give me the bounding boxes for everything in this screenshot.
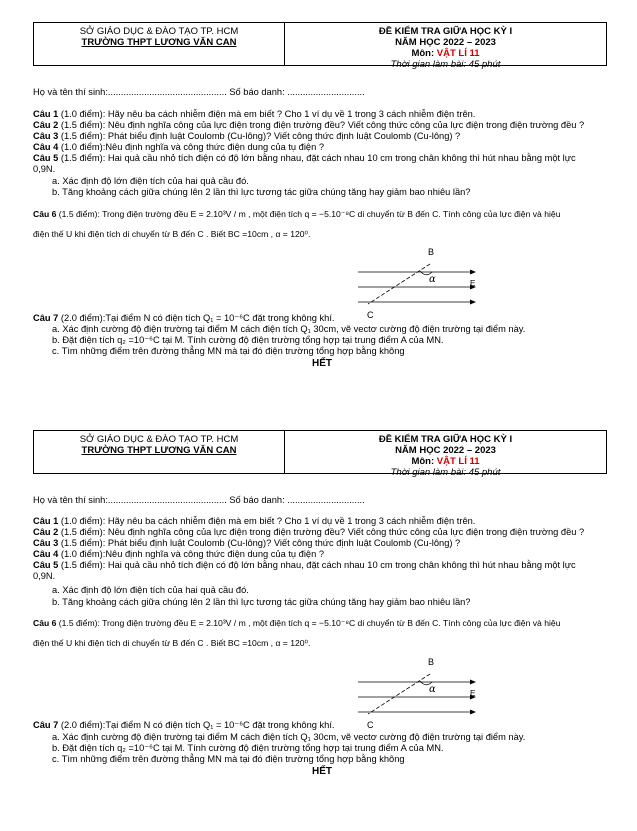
student-line: Họ và tên thí sinh:.............................................. Số báo danh: ..............................	[33, 495, 365, 505]
question-5: Câu 5 (1.5 điểm): Hai quả cầu nhỏ tích điện có độ lớn bằng nhau, đặt cách nhau 10 cm trong chân không thì hút nhau bằng một lực	[33, 153, 576, 163]
question-5b: b. Tăng khoảng cách giữa chúng lên 2 lần thì lực tương tác giữa chúng tăng hay giảm bao nhiêu lần?	[52, 597, 471, 607]
e-vector-label: E	[470, 689, 476, 698]
question-5: Câu 5 (1.5 điểm): Hai quả cầu nhỏ tích điện có độ lớn bằng nhau, đặt cách nhau 10 cm trong chân không thì hút nhau bằng một lực	[33, 560, 576, 570]
field-diagram	[350, 244, 490, 320]
exam-subject: Môn: VẬT LÍ 11	[411, 48, 480, 59]
alpha-label: α	[429, 684, 436, 695]
end-marker: HẾT	[312, 358, 332, 369]
question-2: Câu 2 (1.5 điểm): Nêu định nghĩa công của lực điện trong điện trường đều? Viết công thức công của lực điện trong điện trường đều ?	[33, 527, 585, 537]
school-name: TRƯỜNG THPT LƯƠNG VĂN CAN	[81, 445, 237, 456]
exam-time: Thời gian làm bài: 45 phút	[390, 467, 501, 478]
exam-subject: Môn: VẬT LÍ 11	[411, 456, 480, 467]
question-4: Câu 4 (1.0 điểm):Nêu định nghĩa và công thức điện dung của tụ điện ?	[33, 142, 325, 152]
question-7b: b. Đặt điện tích q₂ =10⁻⁶C tại M. Tính cường độ điện trường tổng hợp tại trung điểm A của MN.	[52, 743, 444, 753]
question-5a: a. Xác định độ lớn điện tích của hai quả cầu đó.	[52, 176, 249, 186]
exam-title: ĐỀ KIỂM TRA GIỮA HỌC KỲ I	[378, 26, 513, 37]
question-6-cont: điện thế U khi điện tích di chuyển từ B đến C . Biết BC =10cm , α = 120⁰.	[33, 638, 311, 648]
question-6-cont: điện thế U khi điện tích di chuyển từ B đến C . Biết BC =10cm , α = 120⁰.	[33, 229, 311, 239]
question-3: Câu 3 (1.5 điểm): Phát biểu định luật Coulomb (Cu-lông)? Viết công thức định luật Coulomb (Cu-lông) ?	[33, 538, 461, 548]
field-diagram	[350, 654, 490, 730]
point-c-label: C	[367, 310, 374, 320]
question-5-cont: 0,9N.	[33, 164, 56, 174]
exam-year: NĂM HỌC 2022 – 2023	[395, 445, 496, 456]
student-line: Họ và tên thí sinh:.............................................. Số báo danh: ..............................	[33, 87, 365, 97]
header-box	[33, 22, 607, 70]
point-b-label: B	[428, 657, 435, 667]
header-right	[285, 431, 606, 478]
question-5-cont: 0,9N.	[33, 571, 56, 581]
question-6: Câu 6 (1.5 điểm): Trong điện trường đều E = 2.10³V / m , một điện tích q = −5.10⁻⁸C di chuyển từ B đến C. Tính công của lực điện và hiệu	[33, 618, 561, 628]
question-4: Câu 4 (1.0 điểm):Nêu định nghĩa và công thức điện dung của tụ điện ?	[33, 549, 325, 559]
question-6: Câu 6 (1.5 điểm): Trong điện trường đều E = 2.10³V / m , một điện tích q = −5.10⁻⁸C di chuyển từ B đến C. Tính công của lực điện và hiệu	[33, 209, 561, 219]
question-7a: a. Xác định cường độ điện trường tại điểm M cách điện tích Q₁ 30cm, vẽ vectơ cường độ điện trường tại điểm này.	[52, 324, 526, 334]
point-b-label: B	[428, 247, 435, 257]
question-7a: a. Xác định cường độ điện trường tại điểm M cách điện tích Q₁ 30cm, vẽ vectơ cường độ điện trường tại điểm này.	[52, 732, 526, 742]
e-vector-label: E	[470, 279, 476, 288]
exam-copy-bottom	[0, 408, 637, 831]
point-c-label: C	[367, 720, 374, 730]
question-5b: b. Tăng khoảng cách giữa chúng lên 2 lần thì lực tương tác giữa chúng tăng hay giảm bao nhiêu lần?	[52, 187, 471, 197]
exam-year: NĂM HỌC 2022 – 2023	[395, 37, 496, 48]
header-left	[34, 23, 285, 65]
exam-title: ĐỀ KIỂM TRA GIỮA HỌC KỲ I	[378, 434, 513, 445]
dept-name: SỞ GIÁO DỤC & ĐÀO TẠO TP. HCM	[79, 26, 239, 37]
end-marker: HẾT	[312, 766, 332, 777]
question-1: Câu 1 (1.0 điểm): Hãy nêu ba cách nhiễm điện mà em biết ? Cho 1 ví dụ về 1 trong 3 cách nhiễm điện trên.	[33, 109, 476, 119]
question-7c: c. Tìm những điểm trên đường thẳng MN mà tại đó điện trường tổng hợp bằng không	[52, 346, 405, 356]
question-7c: c. Tìm những điểm trên đường thẳng MN mà tại đó điện trường tổng hợp bằng không	[52, 754, 405, 764]
header-right	[285, 23, 606, 70]
school-name: TRƯỜNG THPT LƯƠNG VĂN CAN	[81, 37, 237, 48]
question-7: Câu 7 (2.0 điểm):Tại điểm N có điện tích Q₁ = 10⁻⁶C đặt trong không khí.	[33, 313, 335, 323]
exam-copy-top	[0, 0, 637, 415]
dept-name: SỞ GIÁO DỤC & ĐÀO TẠO TP. HCM	[79, 434, 239, 445]
header-box	[33, 430, 607, 478]
question-7: Câu 7 (2.0 điểm):Tại điểm N có điện tích Q₁ = 10⁻⁶C đặt trong không khí.	[33, 720, 335, 730]
question-5a: a. Xác định độ lớn điện tích của hai quả cầu đó.	[52, 585, 249, 595]
question-3: Câu 3 (1.5 điểm): Phát biểu định luật Coulomb (Cu-lông)? Viết công thức định luật Coulomb (Cu-lông) ?	[33, 131, 461, 141]
alpha-label: α	[429, 274, 436, 285]
question-7b: b. Đặt điện tích q₂ =10⁻⁶C tại M. Tính cường độ điện trường tổng hợp tại trung điểm A của MN.	[52, 335, 444, 345]
header-left	[34, 431, 285, 473]
question-1: Câu 1 (1.0 điểm): Hãy nêu ba cách nhiễm điện mà em biết ? Cho 1 ví dụ về 1 trong 3 cách nhiễm điện trên.	[33, 516, 476, 526]
exam-time: Thời gian làm bài: 45 phút	[390, 59, 501, 70]
question-2: Câu 2 (1.5 điểm): Nêu định nghĩa công của lực điện trong điện trường đều? Viết công thức công của lực điện trong điện trường đều ?	[33, 120, 585, 130]
